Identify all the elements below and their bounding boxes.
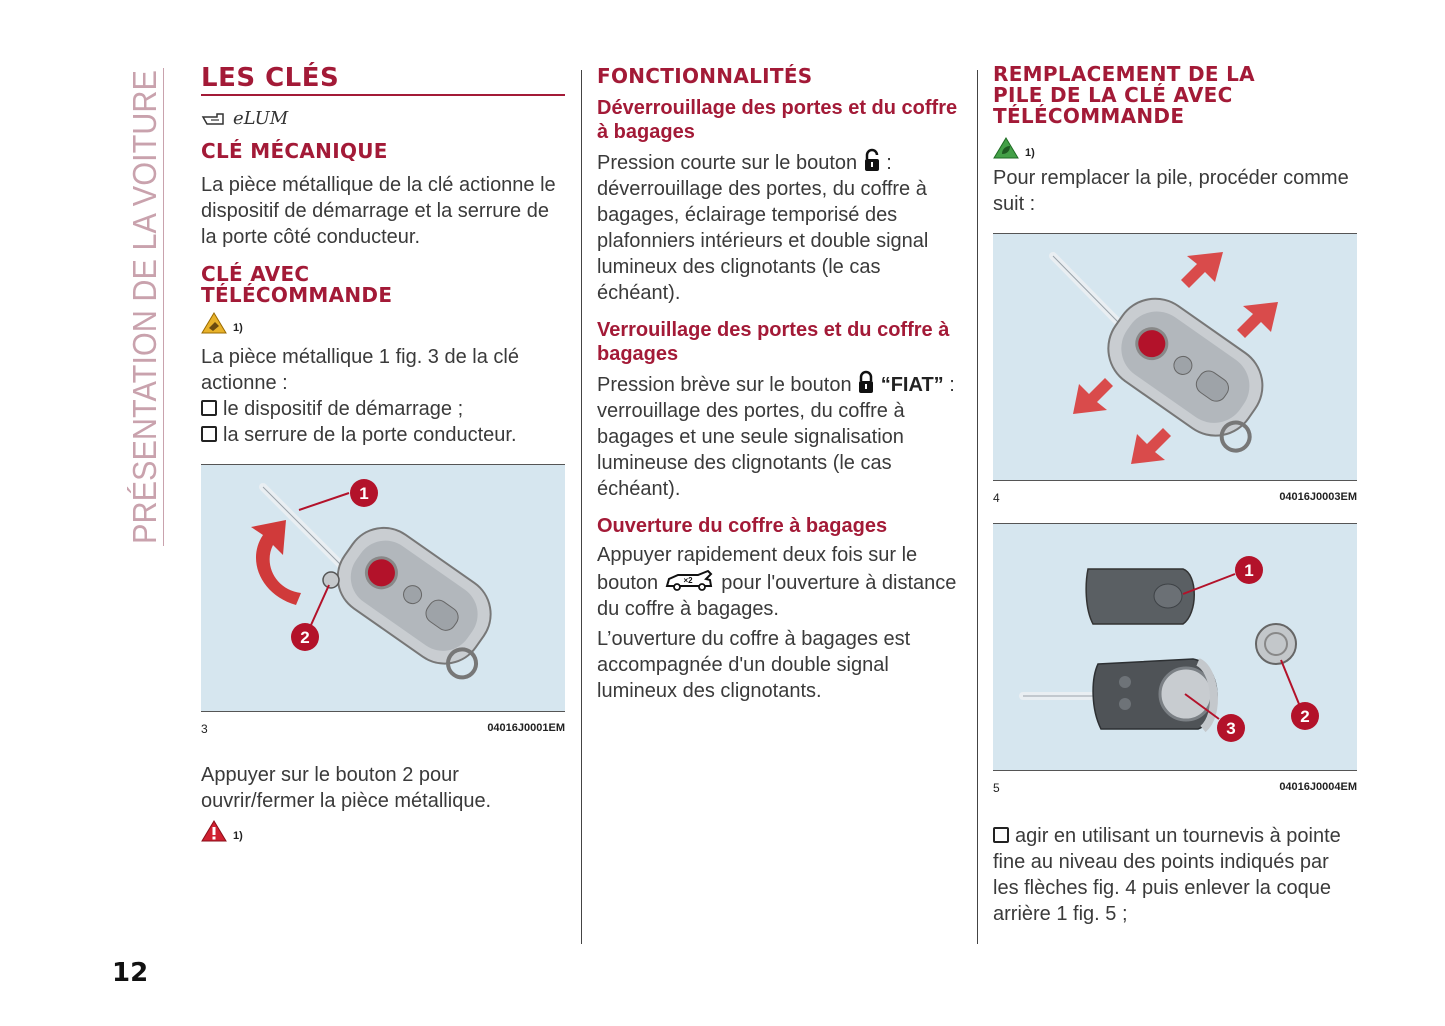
callout-2: 2 <box>1300 707 1310 726</box>
list-item: agir en utilisant un tournevis à pointe fine au niveau des points indiqués par les flèches fig. 4 puis enlever la coque arrière 1 fig. 5 ; <box>993 825 1341 925</box>
remote-key-text: La pièce métallique 1 fig. 3 de la clé actionne : <box>201 346 519 394</box>
mech-key-text: La pièce métallique de la clé actionne le dispositif de démarrage et la serrure de la porte côté conducteur. <box>201 174 556 248</box>
caution-note-ref: 1) <box>233 322 243 334</box>
caution-icon <box>201 312 227 334</box>
unlock-icon <box>863 148 881 172</box>
column-keys <box>201 64 565 842</box>
danger-note <box>201 820 565 842</box>
column-divider <box>581 70 582 944</box>
column-features <box>597 64 959 704</box>
open-blade-text: Appuyer sur le bouton 2 pour ouvrir/fermer la pièce métallique. <box>201 764 492 812</box>
figure-caption <box>201 722 565 736</box>
trunk-double-press-icon <box>664 568 716 592</box>
figure-number: 3 <box>201 722 208 736</box>
side-title-text: PRÉSENTATION DE LA VOITURE <box>126 68 163 544</box>
battery-title: REMPLACEMENT DE LA PILE DE LA CLÉ AVEC TÉLÉCOMMANDE <box>993 62 1255 128</box>
environment-icon <box>993 137 1019 159</box>
elum-logo <box>201 108 565 129</box>
callout-1: 1 <box>359 484 369 503</box>
pointing-hand-icon <box>201 109 231 129</box>
key-shell-arrows-illustration <box>993 234 1357 480</box>
lock-heading: Verrouillage des portes et du coffre à bagages <box>597 319 950 365</box>
caution-note <box>201 312 565 334</box>
figure-code: 04016J0001EM <box>487 722 565 734</box>
page-number: 12 <box>112 958 149 988</box>
danger-icon <box>201 820 227 842</box>
environment-note <box>993 137 1357 159</box>
remote-heading-line2: TÉLÉCOMMANDE <box>201 283 393 307</box>
remote-key-heading <box>201 264 565 306</box>
side-title <box>126 68 164 546</box>
battery-replacement-illustration <box>993 524 1357 770</box>
lock-text: Pression brève sur le bouton “FIAT” : verrouillage des portes, du coffre à bagages et une seule signalisation lumineuse des clignotants (le cas échéant). <box>597 370 959 502</box>
trunk-signal-text: L’ouverture du coffre à bagages est accompagnée d'un double signal lumineux des clignotants. <box>597 628 911 702</box>
section-title: LES CLÉS <box>201 64 565 96</box>
figure-code: 04016J0003EM <box>1279 491 1357 503</box>
column-divider <box>977 70 978 944</box>
features-title: FONCTIONNALITÉS <box>597 64 813 88</box>
trunk-text: Appuyer rapidement deux fois sur le bouton ×2 pour l'ouverture à distance du coffre à bagages. <box>597 544 957 620</box>
remote-heading-line1: CLÉ AVEC <box>201 262 310 286</box>
lock-icon <box>857 370 875 394</box>
figure-number: 4 <box>993 491 1000 505</box>
callout-3: 3 <box>1226 719 1236 738</box>
figure-5 <box>993 523 1357 771</box>
trunk-heading: Ouverture du coffre à bagages <box>597 515 888 537</box>
figure-3 <box>201 464 565 712</box>
callout-2: 2 <box>300 628 310 647</box>
figure-code: 04016J0004EM <box>1279 781 1357 793</box>
list-item: le dispositif de démarrage ; <box>201 396 565 422</box>
mech-key-heading: CLÉ MÉCANIQUE <box>201 139 388 163</box>
remote-key-illustration <box>201 465 565 711</box>
unlock-heading: Déverrouillage des portes et du coffre à bagages <box>597 97 958 143</box>
figure-number: 5 <box>993 781 1000 795</box>
unlock-text: Pression courte sur le bouton : déverrouillage des portes, du coffre à bagages, éclairage temporisé des plafonniers intérieurs et double signal lumineux des clignotants (le cas échéant). <box>597 148 959 306</box>
elum-text: eLUM <box>233 108 289 129</box>
callout-1: 1 <box>1244 561 1254 580</box>
battery-intro: Pour remplacer la pile, procéder comme suit : <box>993 167 1349 215</box>
figure-4 <box>993 233 1357 481</box>
column-battery <box>993 64 1357 927</box>
figure-caption <box>993 781 1357 795</box>
danger-note-ref: 1) <box>233 830 243 842</box>
list-item: la serrure de la porte conducteur. <box>201 422 565 448</box>
environment-note-ref: 1) <box>1025 147 1035 159</box>
figure-caption <box>993 491 1357 505</box>
svg-text:×2: ×2 <box>683 576 693 585</box>
